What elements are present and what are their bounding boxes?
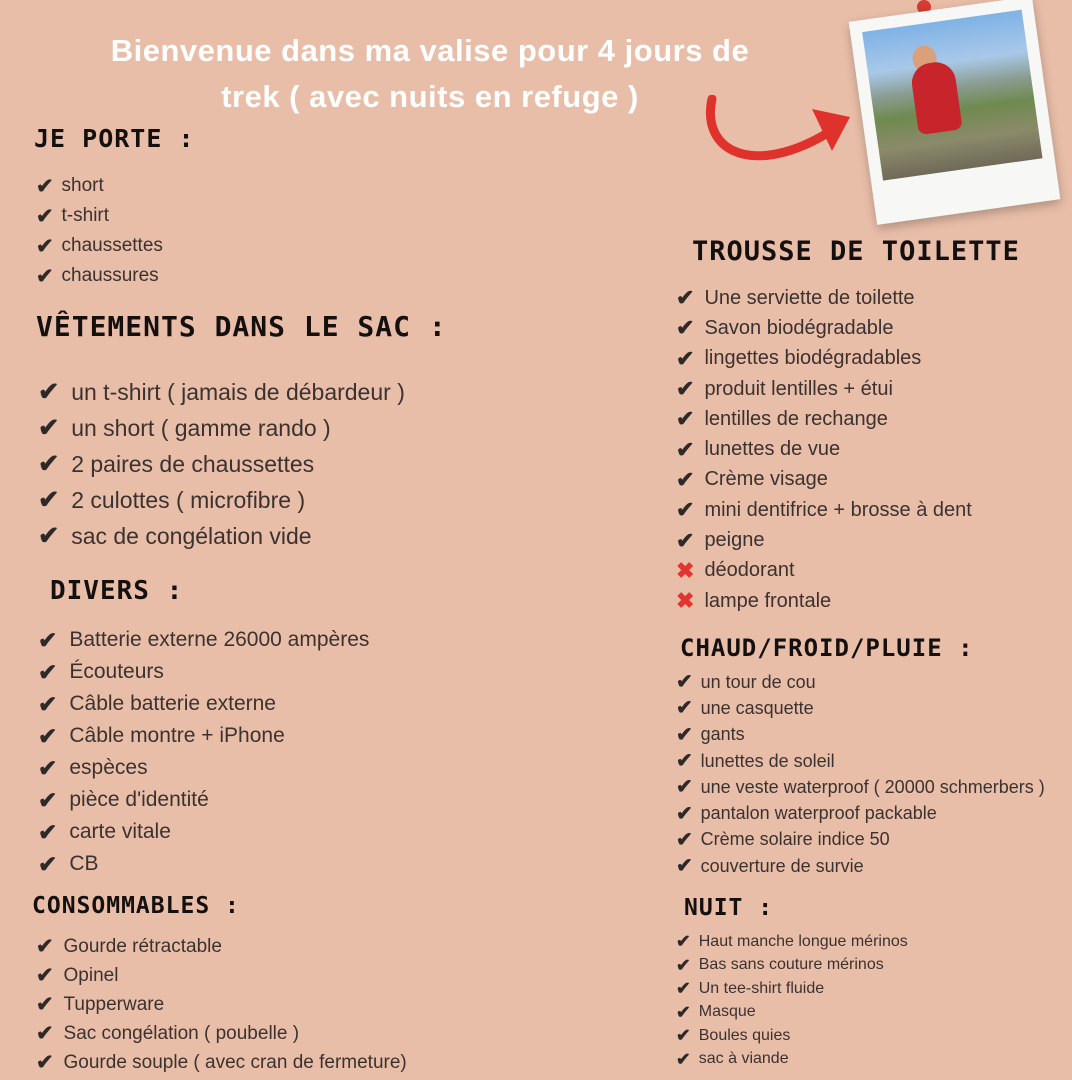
list-item — [676, 827, 1045, 853]
check-icon: ✔ — [676, 750, 693, 773]
list-item — [36, 990, 407, 1019]
check-icon: ✔ — [36, 964, 54, 987]
list-item-label: t-shirt — [61, 205, 110, 226]
list-item-label: mini dentifrice + brosse à dent — [704, 498, 972, 521]
list-item-label: une veste waterproof ( 20000 schmerbers ) — [700, 776, 1045, 797]
list-item — [676, 930, 908, 954]
check-icon: ✔ — [38, 626, 58, 653]
check-icon: ✔ — [36, 264, 54, 288]
list-item — [38, 518, 405, 554]
list-item-label: Haut manche longue mérinos — [698, 932, 908, 950]
list-item-label: Écouteurs — [69, 660, 164, 683]
list-item — [676, 313, 972, 343]
check-icon: ✔ — [676, 802, 693, 825]
list-item-label: Boules quies — [698, 1026, 791, 1044]
list-item-label: lentilles de rechange — [704, 407, 888, 430]
person-body — [909, 60, 962, 135]
list-item — [38, 816, 369, 848]
list-item-label: Gourde rétractable — [63, 935, 222, 957]
check-icon: ✔ — [38, 658, 58, 685]
check-icon: ✔ — [676, 1001, 691, 1022]
list-item — [38, 720, 369, 752]
list-item — [38, 656, 369, 688]
cross-icon: ✖ — [676, 557, 695, 583]
heading-chaud: CHAUD/FROID/PLUIE : — [680, 634, 974, 662]
list-item-label: Crème solaire indice 50 — [700, 829, 890, 850]
list-nuit — [676, 930, 908, 1071]
check-icon: ✔ — [676, 436, 695, 462]
list-item-label: 2 paires de chaussettes — [71, 450, 315, 477]
list-item-label: CB — [69, 852, 99, 875]
check-icon: ✔ — [38, 722, 58, 749]
list-je-porte — [36, 171, 163, 291]
list-item — [38, 482, 405, 518]
list-item — [676, 1001, 908, 1025]
list-trousse — [676, 283, 972, 616]
check-icon: ✔ — [676, 828, 693, 851]
heading-trousse: TROUSSE DE TOILETTE — [692, 236, 1020, 267]
check-icon: ✔ — [36, 204, 54, 228]
heading-vetements: VÊTEMENTS DANS LE SAC : — [36, 310, 447, 343]
list-item — [676, 748, 1045, 774]
check-icon: ✔ — [676, 776, 693, 799]
list-item — [676, 556, 972, 586]
check-icon: ✔ — [676, 855, 693, 878]
list-item-label: gants — [700, 724, 745, 745]
list-item-label: Un tee-shirt fluide — [698, 979, 825, 997]
curved-arrow-icon — [700, 95, 860, 185]
check-icon: ✔ — [38, 378, 60, 406]
list-item — [676, 669, 1045, 695]
list-item — [676, 695, 1045, 721]
list-item-label: Sac congélation ( poubelle ) — [63, 1022, 300, 1044]
list-item — [36, 1019, 407, 1048]
check-icon: ✔ — [36, 174, 54, 198]
list-item-label: short — [61, 175, 104, 196]
list-item — [676, 954, 908, 978]
polaroid-photo — [849, 0, 1061, 225]
title-line-2: trek ( avec nuits en refuge ) — [221, 79, 639, 114]
list-item — [676, 495, 972, 525]
list-item-label: lunettes de soleil — [700, 750, 835, 771]
list-consommables — [36, 932, 407, 1077]
list-item-label: lunettes de vue — [704, 438, 841, 461]
list-item — [38, 446, 405, 482]
list-vetements — [38, 374, 405, 554]
list-item-label: Batterie externe 26000 ampères — [69, 628, 370, 651]
list-item — [676, 465, 972, 495]
heading-consommables: CONSOMMABLES : — [32, 893, 240, 919]
list-item-label: un short ( gamme rando ) — [71, 414, 331, 441]
list-item — [38, 784, 369, 816]
list-item — [36, 171, 163, 201]
list-divers — [38, 624, 369, 880]
check-icon: ✔ — [36, 1051, 54, 1074]
list-item — [676, 977, 908, 1001]
check-icon: ✔ — [676, 345, 695, 371]
check-icon: ✔ — [676, 954, 691, 975]
list-item — [676, 404, 972, 434]
check-icon: ✔ — [676, 978, 691, 999]
check-icon: ✔ — [676, 285, 695, 311]
list-item-label: déodorant — [704, 559, 795, 582]
check-icon: ✔ — [36, 1022, 54, 1045]
title-line-1: Bienvenue dans ma valise pour 4 jours de — [110, 33, 750, 68]
list-item-label: produit lentilles + étui — [704, 377, 893, 400]
check-icon: ✔ — [38, 818, 58, 845]
heading-divers: DIVERS : — [50, 576, 184, 606]
check-icon: ✔ — [36, 993, 54, 1016]
list-item-label: 2 culottes ( microfibre ) — [71, 486, 306, 513]
list-item-label: couverture de survie — [700, 855, 864, 876]
list-item — [36, 201, 163, 231]
list-item — [676, 853, 1045, 879]
list-item — [676, 434, 972, 464]
heading-nuit: NUIT : — [684, 895, 774, 921]
check-icon: ✔ — [676, 466, 695, 492]
list-item-label: Crème visage — [704, 468, 828, 491]
list-item — [38, 624, 369, 656]
list-item-label: carte vitale — [69, 820, 171, 843]
check-icon: ✔ — [676, 497, 695, 523]
list-item — [676, 283, 972, 313]
check-icon: ✔ — [676, 931, 691, 952]
list-item-label: sac de congélation vide — [71, 522, 312, 549]
list-item-label: lampe frontale — [704, 589, 832, 612]
list-item-label: Savon biodégradable — [704, 316, 894, 339]
list-item — [38, 410, 405, 446]
photo-image — [862, 10, 1042, 181]
list-item-label: pantalon waterproof packable — [700, 803, 937, 824]
list-item — [676, 800, 1045, 826]
list-item-label: chaussettes — [61, 235, 163, 256]
list-item-label: espèces — [69, 756, 148, 779]
list-item — [676, 374, 972, 404]
list-item — [38, 688, 369, 720]
list-item — [676, 586, 972, 616]
list-item-label: Tupperware — [63, 993, 165, 1015]
list-item-label: Masque — [698, 1003, 756, 1021]
check-icon: ✔ — [36, 234, 54, 258]
check-icon: ✔ — [38, 522, 60, 550]
list-item-label: Câble montre + iPhone — [69, 724, 285, 747]
list-item — [676, 525, 972, 555]
list-item-label: Une serviette de toilette — [704, 286, 915, 309]
check-icon: ✔ — [38, 414, 60, 442]
list-item — [676, 344, 972, 374]
list-item-label: pièce d'identité — [69, 788, 209, 811]
list-item-label: peigne — [704, 529, 765, 552]
list-item — [36, 961, 407, 990]
list-item-label: Gourde souple ( avec cran de fermeture) — [63, 1051, 407, 1073]
list-item-label: un tour de cou — [700, 671, 816, 692]
check-icon: ✔ — [38, 690, 58, 717]
check-icon: ✔ — [676, 723, 693, 746]
check-icon: ✔ — [676, 376, 695, 402]
list-item — [38, 752, 369, 784]
check-icon: ✔ — [36, 935, 54, 958]
check-icon: ✔ — [676, 671, 693, 694]
list-item-label: une casquette — [700, 697, 814, 718]
check-icon: ✔ — [38, 786, 58, 813]
heading-je-porte: JE PORTE : — [34, 124, 195, 153]
check-icon: ✔ — [676, 697, 693, 720]
list-item-label: sac à viande — [698, 1050, 789, 1068]
list-item — [36, 261, 163, 291]
list-item — [676, 722, 1045, 748]
list-item-label: chaussures — [61, 265, 159, 286]
check-icon: ✔ — [676, 315, 695, 341]
list-item — [676, 1024, 908, 1048]
list-item — [38, 374, 405, 410]
check-icon: ✔ — [676, 527, 695, 553]
check-icon: ✔ — [676, 406, 695, 432]
list-chaud — [676, 669, 1045, 879]
check-icon: ✔ — [38, 486, 60, 514]
list-item-label: Opinel — [63, 964, 119, 986]
check-icon: ✔ — [38, 754, 58, 781]
list-item-label: Bas sans couture mérinos — [698, 956, 884, 974]
list-item-label: lingettes biodégradables — [704, 347, 922, 370]
check-icon: ✔ — [676, 1048, 691, 1069]
list-item-label: Câble batterie externe — [69, 692, 276, 715]
list-item — [36, 932, 407, 961]
list-item — [38, 848, 369, 880]
check-icon: ✔ — [676, 1025, 691, 1046]
list-item — [36, 1048, 407, 1077]
list-item — [676, 774, 1045, 800]
check-icon: ✔ — [38, 850, 58, 877]
check-icon: ✔ — [38, 450, 60, 478]
cross-icon: ✖ — [676, 588, 695, 614]
list-item-label: un t-shirt ( jamais de débardeur ) — [71, 378, 405, 405]
list-item — [676, 1048, 908, 1072]
list-item — [36, 231, 163, 261]
